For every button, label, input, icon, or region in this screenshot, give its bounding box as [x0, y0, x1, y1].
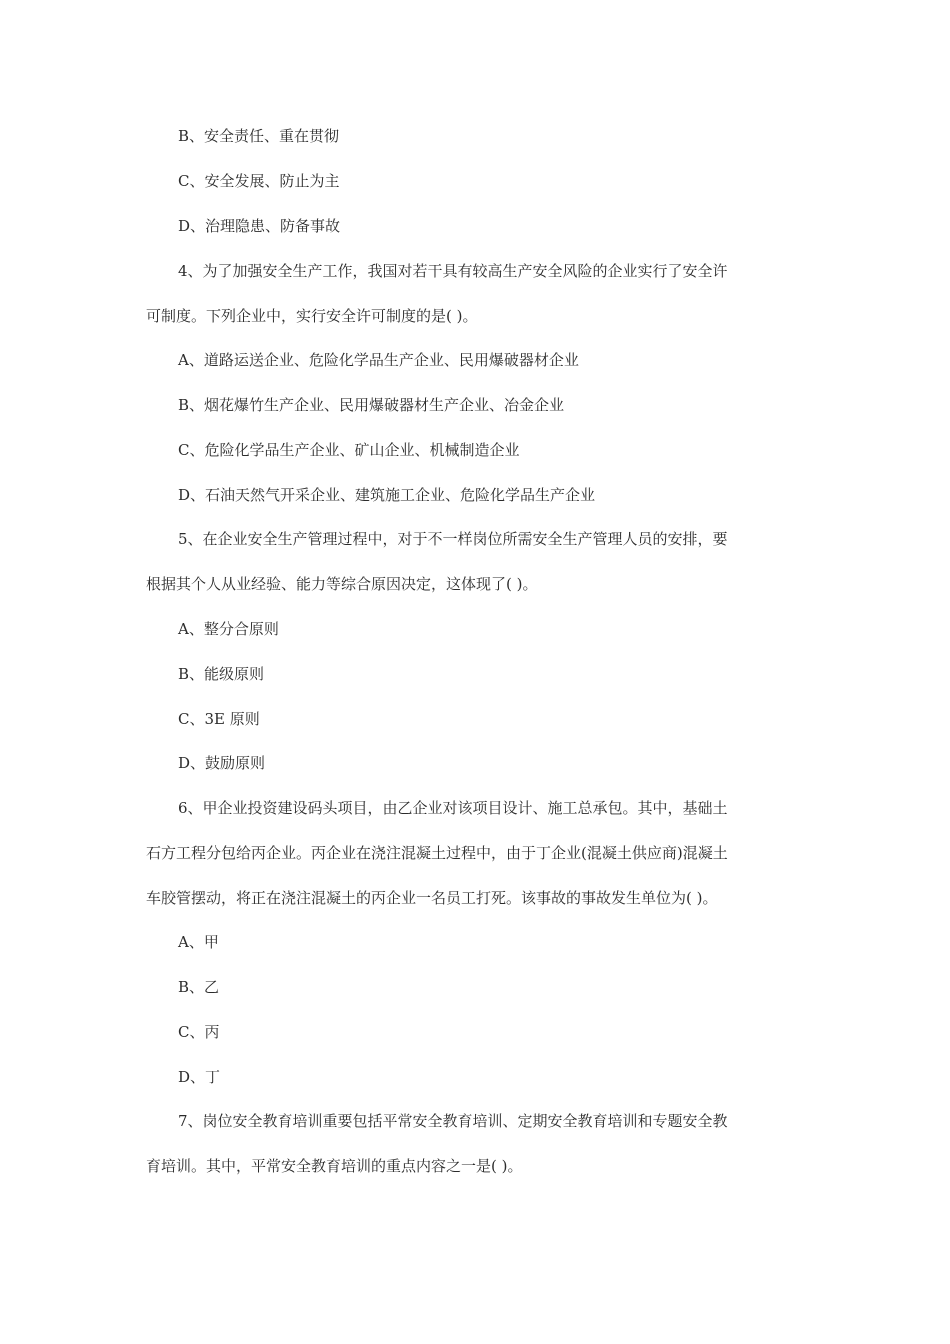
- option-d-q6: D、丁: [178, 1068, 221, 1086]
- option-c-q6: C、丙: [178, 1023, 220, 1041]
- question-7-line-1: 7、岗位安全教育培训重要包括平常安全教育培训、定期安全教育培训和专题安全教: [178, 1112, 728, 1130]
- option-b-q5: B、能级原则: [178, 665, 265, 683]
- question-4-line-2: 可制度。下列企业中，实行安全许可制度的是( )。: [146, 307, 478, 325]
- option-b-q4: B、烟花爆竹生产企业、民用爆破器材生产企业、冶金企业: [178, 396, 565, 414]
- option-b-q3: B、安全责任、重在贯彻: [178, 127, 340, 145]
- option-a-q5: A、整分合原则: [178, 620, 279, 638]
- option-d-q4: D、石油天然气开采企业、建筑施工企业、危险化学品生产企业: [178, 486, 596, 504]
- option-a-q4: A、道路运送企业、危险化学品生产企业、民用爆破器材企业: [178, 351, 579, 369]
- question-4-line-1: 4、为了加强安全生产工作，我国对若干具有较高生产安全风险的企业实行了安全许: [178, 262, 728, 280]
- question-7-line-2: 育培训。其中，平常安全教育培训的重点内容之一是( )。: [146, 1157, 523, 1175]
- option-c-q3: C、安全发展、防止为主: [178, 172, 340, 190]
- option-a-q6: A、甲: [178, 933, 219, 951]
- question-6-line-2: 石方工程分包给丙企业。丙企业在浇注混凝土过程中，由于丁企业(混凝土供应商)混凝土: [146, 844, 728, 862]
- question-6-line-3: 车胶管摆动，将正在浇注混凝土的丙企业一名员工打死。该事故的事故发生单位为( )。: [146, 889, 718, 907]
- question-5-line-2: 根据其个人从业经验、能力等综合原因决定，这体现了( )。: [146, 575, 538, 593]
- option-d-q5: D、鼓励原则: [178, 754, 266, 772]
- question-6-line-1: 6、甲企业投资建设码头项目，由乙企业对该项目设计、施工总承包。其中，基础土: [178, 799, 728, 817]
- option-d-q3: D、治理隐患、防备事故: [178, 217, 341, 235]
- option-c-q5: C、3E 原则: [178, 710, 260, 728]
- option-b-q6: B、乙: [178, 978, 220, 996]
- question-5-line-1: 5、在企业安全生产管理过程中，对于不一样岗位所需安全生产管理人员的安排，要: [178, 530, 728, 548]
- option-c-q4: C、危险化学品生产企业、矿山企业、机械制造企业: [178, 441, 520, 459]
